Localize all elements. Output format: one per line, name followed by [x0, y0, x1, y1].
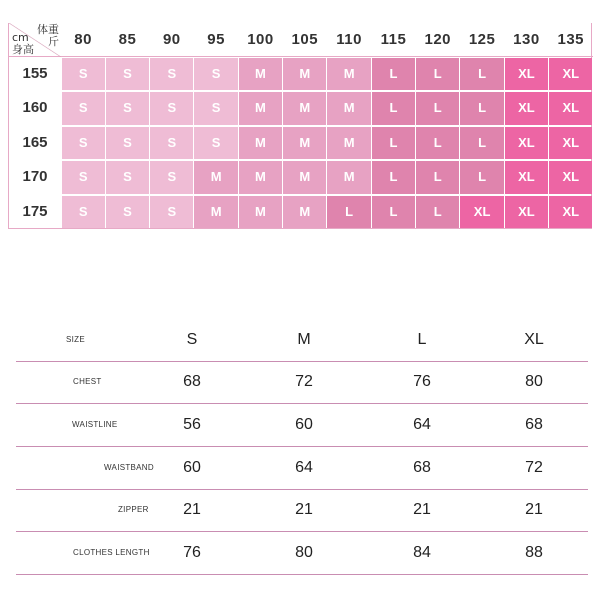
measurement-value: 21 — [525, 501, 543, 518]
size-cell: S — [62, 92, 105, 124]
weight-header-row — [9, 23, 593, 57]
height-label: 165 — [22, 133, 48, 151]
weight-header-115: 115 — [380, 31, 407, 48]
measurement-label: ZIPPER — [118, 505, 149, 514]
weight-header-135: 135 — [557, 31, 585, 48]
grid-row-160 — [9, 91, 593, 125]
size-cell: XL — [549, 127, 592, 159]
size-grid-body — [9, 57, 593, 229]
size-cell: S — [150, 92, 193, 124]
size-cell: S — [62, 196, 105, 228]
weight-header-125: 125 — [468, 31, 496, 48]
size-cell: M — [239, 161, 282, 193]
size-cell: M — [327, 161, 370, 193]
size-cell: S — [150, 161, 193, 193]
measurement-value: 88 — [525, 544, 543, 561]
size-cell: S — [62, 161, 105, 193]
size-cell: XL — [505, 127, 548, 159]
size-cell: M — [239, 92, 282, 124]
size-recommendation-grid — [8, 23, 592, 229]
size-cell: M — [194, 196, 237, 228]
size-cell: L — [416, 161, 459, 193]
size-cell: M — [194, 161, 237, 193]
size-cell: L — [460, 58, 503, 90]
size-cell: XL — [505, 196, 548, 228]
grid-row-170 — [9, 160, 593, 194]
size-cell: L — [372, 127, 415, 159]
measurement-value: 72 — [525, 459, 543, 476]
size-cell: L — [327, 196, 370, 228]
size-cell: M — [283, 196, 326, 228]
measurement-row — [16, 531, 588, 575]
measurement-value: 60 — [295, 416, 313, 433]
size-cell: S — [194, 58, 237, 90]
measurement-value: 21 — [295, 501, 313, 518]
height-unit-label: cm 身高 — [12, 31, 34, 56]
size-cell: M — [239, 196, 282, 228]
measurement-label: CHEST — [73, 377, 102, 386]
measurement-header-row — [16, 318, 588, 362]
size-cell: S — [106, 58, 149, 90]
size-cell: L — [372, 92, 415, 124]
size-cell: S — [62, 58, 105, 90]
measurement-row — [16, 488, 588, 532]
measurement-row — [16, 360, 588, 404]
size-cell: L — [460, 161, 503, 193]
size-cell: L — [372, 161, 415, 193]
measurement-value: 72 — [295, 373, 313, 390]
size-cell: L — [416, 58, 459, 90]
measurement-value: 68 — [413, 459, 431, 476]
size-cell: S — [150, 196, 193, 228]
size-cell: M — [283, 58, 326, 90]
measurement-value: 80 — [295, 544, 313, 561]
size-cell: S — [106, 161, 149, 193]
weight-header-110: 110 — [336, 31, 362, 48]
measurement-value: 80 — [525, 373, 543, 390]
size-cell: S — [194, 92, 237, 124]
grid-row-175 — [9, 195, 593, 229]
size-cell: XL — [505, 161, 548, 193]
weight-header-105: 105 — [291, 31, 319, 48]
size-column-header: XL — [524, 331, 544, 348]
measurement-row — [16, 403, 588, 447]
size-column-header: L — [417, 331, 427, 348]
size-cell: XL — [549, 161, 592, 193]
measurement-label: WAISTLINE — [72, 420, 118, 429]
size-cell: XL — [549, 92, 592, 124]
weight-header-120: 120 — [424, 31, 452, 48]
size-header-label: SIZE — [66, 335, 85, 344]
measurement-value: 76 — [183, 544, 201, 561]
size-cell: M — [283, 92, 326, 124]
size-cell: XL — [549, 196, 592, 228]
size-cell: L — [372, 196, 415, 228]
grid-row-165 — [9, 126, 593, 160]
size-cell: XL — [549, 58, 592, 90]
weight-header-80: 80 — [74, 31, 92, 48]
size-cell: S — [106, 127, 149, 159]
size-cell: L — [416, 127, 459, 159]
size-cell: XL — [505, 92, 548, 124]
measurement-value: 21 — [413, 501, 431, 518]
height-label: 155 — [22, 65, 48, 82]
size-cell: M — [283, 161, 326, 193]
measurement-value: 68 — [525, 416, 543, 433]
measurement-value: 21 — [183, 501, 201, 518]
weight-header-100: 100 — [247, 31, 274, 48]
measurement-label: CLOTHES LENGTH — [73, 548, 150, 557]
size-cell: L — [372, 58, 415, 90]
grid-row-155 — [9, 57, 593, 91]
size-cell: S — [150, 127, 193, 159]
measurement-label: WAISTBAND — [104, 463, 154, 472]
size-cell: M — [239, 127, 282, 159]
height-label: 160 — [22, 99, 48, 117]
size-cell: M — [283, 127, 326, 159]
measurement-value: 60 — [183, 459, 201, 476]
height-label: 175 — [22, 202, 48, 220]
size-cell: S — [150, 58, 193, 90]
size-cell: S — [106, 92, 149, 124]
size-cell: L — [416, 196, 459, 228]
size-cell: XL — [460, 196, 503, 228]
measurement-value: 76 — [413, 373, 431, 390]
size-cell: L — [460, 92, 503, 124]
size-cell: M — [327, 92, 370, 124]
measurement-value: 56 — [183, 416, 201, 433]
size-cell: M — [327, 58, 370, 90]
weight-header-95: 95 — [207, 31, 225, 48]
size-cell: M — [239, 58, 282, 90]
measurement-row — [16, 446, 588, 490]
size-column-header: M — [297, 331, 311, 348]
weight-header-90: 90 — [162, 31, 181, 48]
size-cell: L — [416, 92, 459, 124]
weight-unit-label: 体重 斤 — [37, 23, 59, 48]
height-label: 170 — [22, 168, 48, 186]
measurement-value: 64 — [295, 459, 313, 476]
size-cell: S — [62, 127, 105, 159]
size-cell: L — [460, 127, 503, 159]
weight-header-85: 85 — [118, 31, 137, 48]
weight-header-130: 130 — [513, 31, 540, 48]
measurement-value: 68 — [183, 373, 201, 390]
size-column-header: S — [186, 331, 198, 348]
size-cell: XL — [505, 58, 548, 90]
grid-corner-cell — [9, 23, 61, 57]
size-cell: S — [106, 196, 149, 228]
measurement-value: 64 — [413, 416, 431, 433]
measurement-value: 84 — [413, 544, 431, 561]
size-cell: M — [327, 127, 370, 159]
size-cell: S — [194, 127, 237, 159]
